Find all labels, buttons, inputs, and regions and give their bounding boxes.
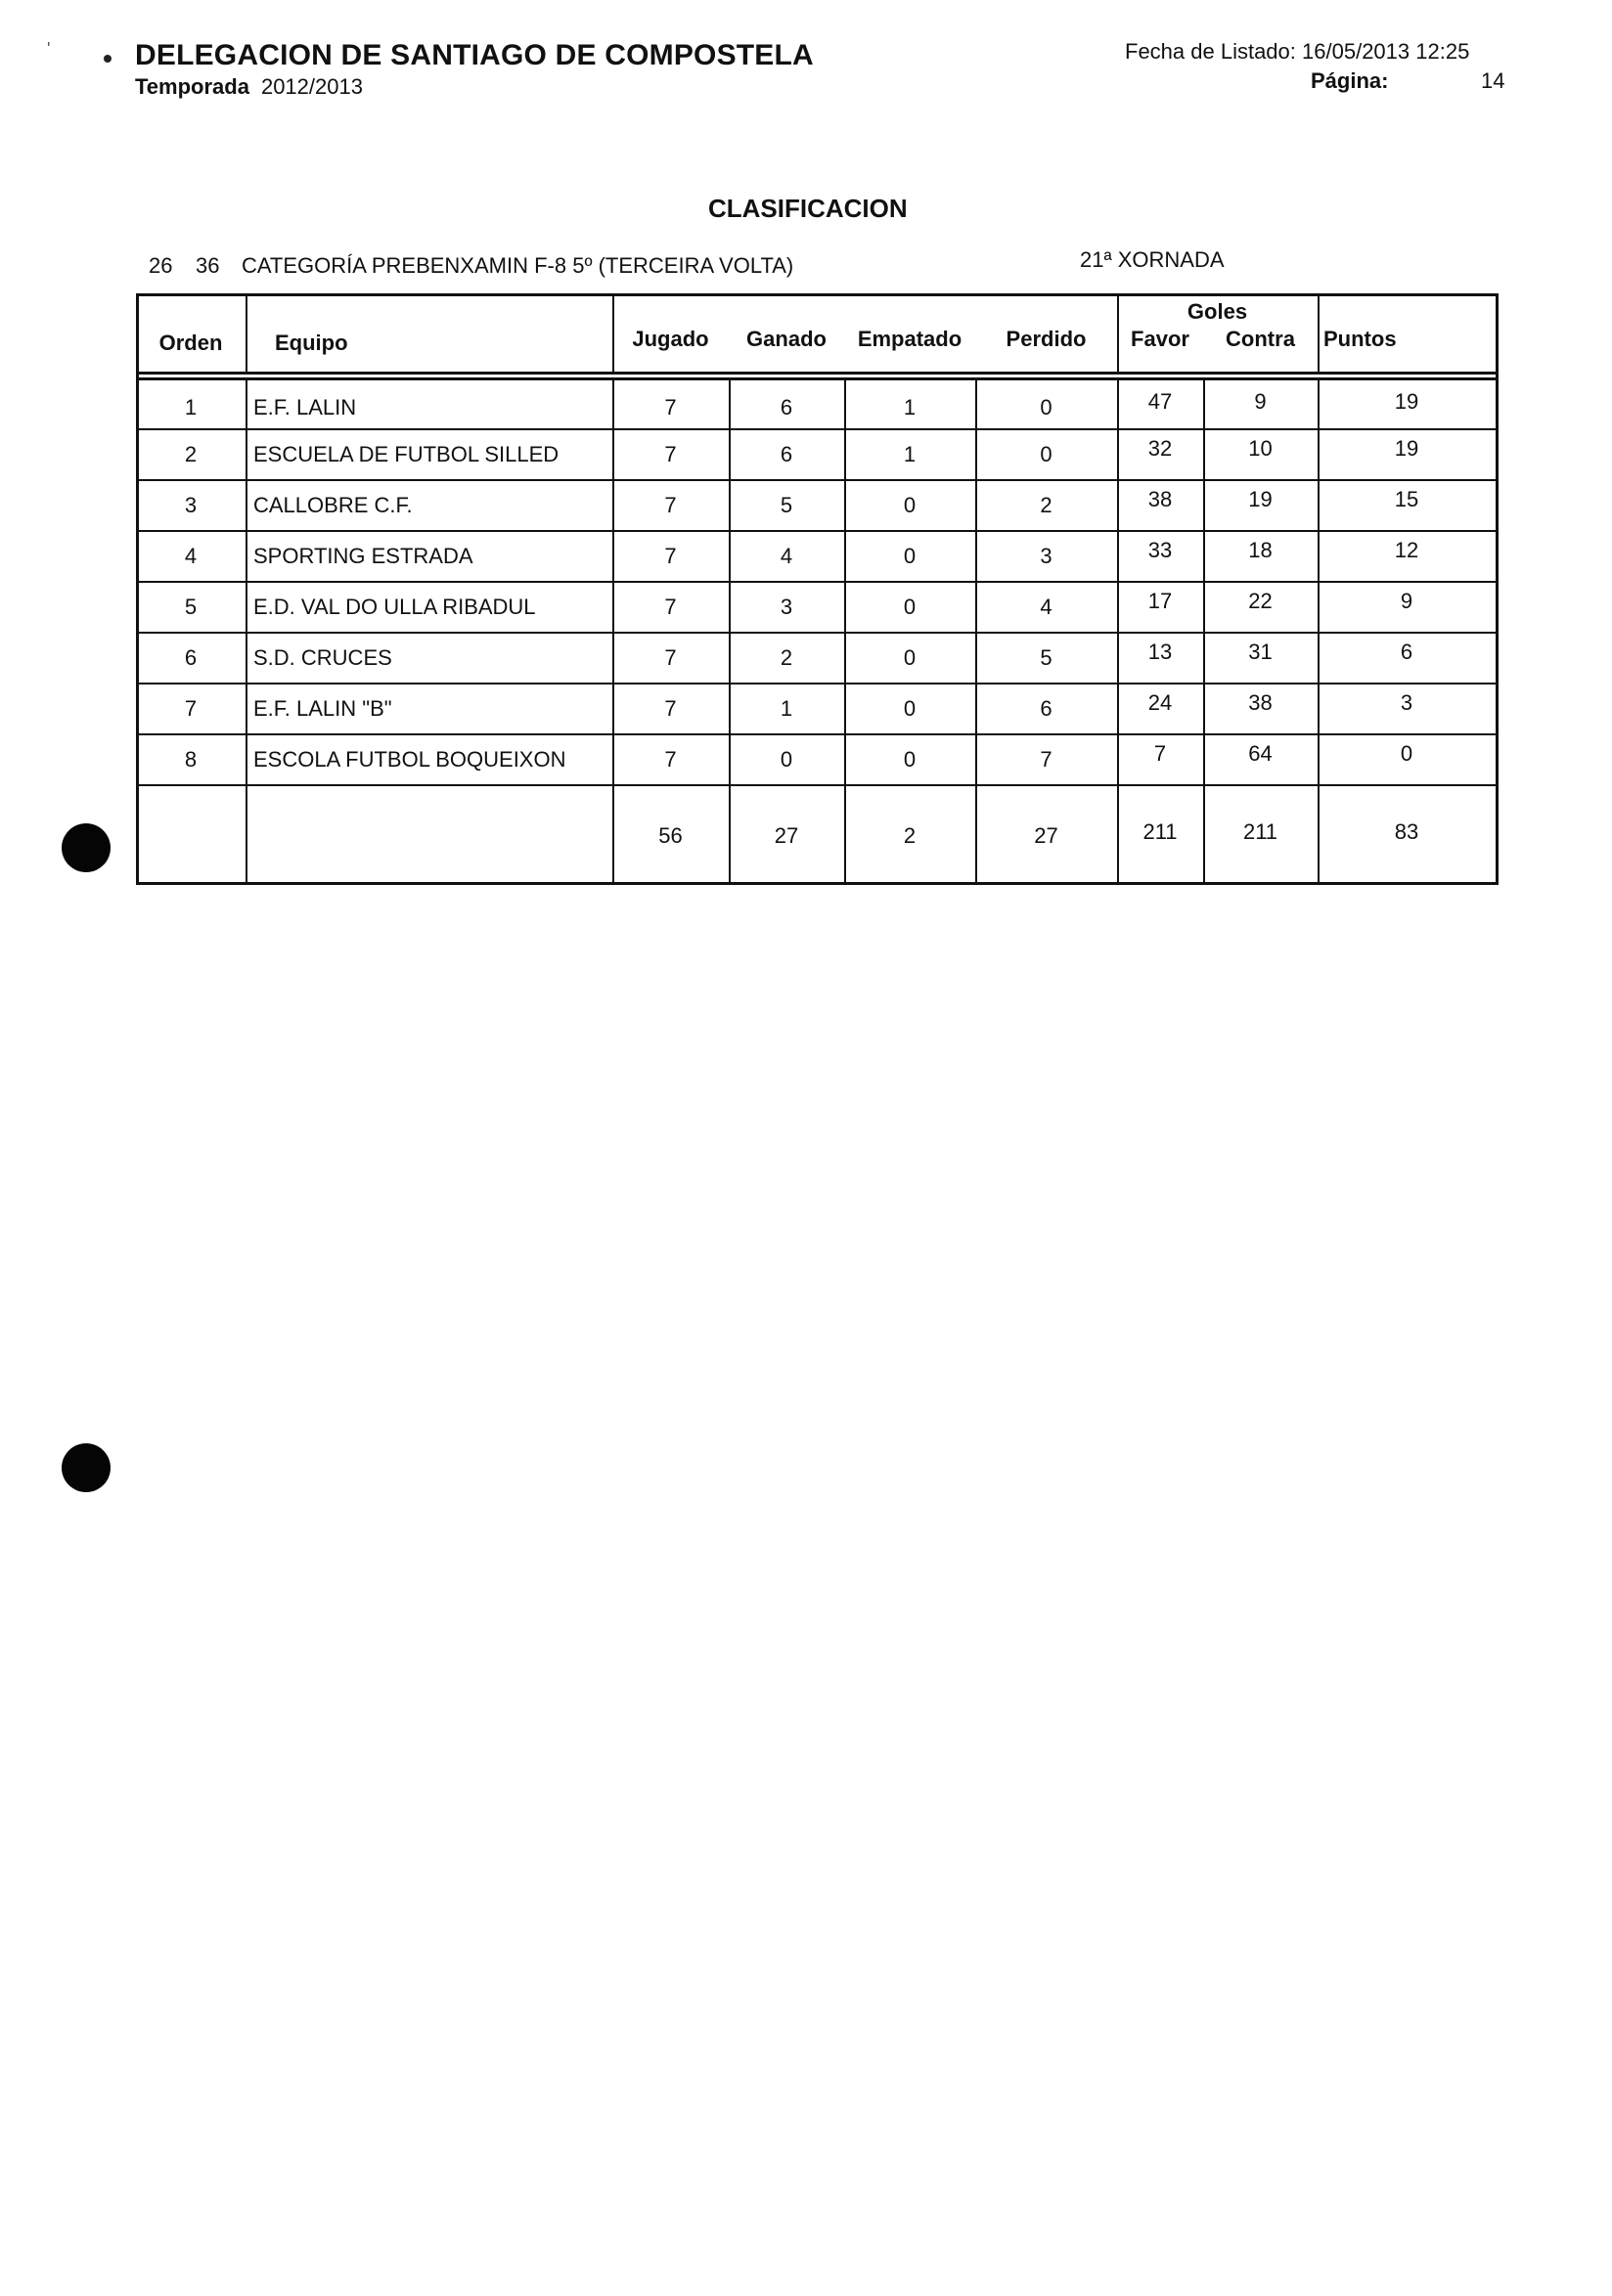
row-ga: 38 xyxy=(1248,690,1273,715)
row-lost: 4 xyxy=(1040,595,1052,619)
row-team: ESCUELA DE FUTBOL SILLED xyxy=(253,442,560,466)
total-drawn: 2 xyxy=(903,823,917,848)
report-title: CLASIFICACION xyxy=(708,194,908,223)
category-code-a: 26 xyxy=(149,253,173,278)
total-pts: 83 xyxy=(1394,819,1419,844)
row-gf: 32 xyxy=(1147,436,1173,461)
row-team: E.F. LALIN "B" xyxy=(253,696,392,721)
row-played: 7 xyxy=(664,395,677,419)
row-ga: 9 xyxy=(1254,389,1267,414)
row-won: 5 xyxy=(780,493,793,517)
listing-date-value: 16/05/2013 12:25 xyxy=(1302,39,1470,64)
header-goals-for: Favor xyxy=(1131,327,1189,351)
row-lost: 0 xyxy=(1040,395,1052,419)
row-separator xyxy=(136,581,1496,583)
row-played: 7 xyxy=(664,595,677,619)
row-drawn: 0 xyxy=(903,645,917,670)
season-value: 2012/2013 xyxy=(260,74,363,99)
page-label: Página: xyxy=(1311,68,1389,93)
row-order: 1 xyxy=(184,395,198,419)
row-pts: 3 xyxy=(1400,690,1413,715)
row-won: 1 xyxy=(780,696,793,721)
header-won: Ganado xyxy=(746,327,827,351)
row-drawn: 0 xyxy=(903,595,917,619)
row-won: 4 xyxy=(780,544,793,568)
row-order: 6 xyxy=(184,645,198,670)
row-played: 7 xyxy=(664,544,677,568)
row-pts: 12 xyxy=(1394,538,1419,562)
row-team: CALLOBRE C.F. xyxy=(253,493,413,517)
season-row xyxy=(135,74,363,100)
row-gf: 47 xyxy=(1147,389,1173,414)
total-lost: 27 xyxy=(1034,823,1058,848)
row-played: 7 xyxy=(664,696,677,721)
punch-hole-icon xyxy=(62,1443,111,1492)
row-team: SPORTING ESTRADA xyxy=(253,544,473,568)
total-gf: 211 xyxy=(1142,819,1178,844)
bullet-dot-icon xyxy=(104,55,112,63)
row-team: S.D. CRUCES xyxy=(253,645,392,670)
row-drawn: 1 xyxy=(903,395,917,419)
margin-mark: ' xyxy=(47,39,51,59)
row-played: 7 xyxy=(664,493,677,517)
row-pts: 15 xyxy=(1394,487,1419,511)
row-played: 7 xyxy=(664,645,677,670)
row-lost: 0 xyxy=(1040,442,1052,466)
header-played: Jugado xyxy=(632,327,709,351)
row-separator xyxy=(136,530,1496,532)
row-pts: 6 xyxy=(1400,640,1413,664)
row-pts: 0 xyxy=(1400,741,1413,766)
row-gf: 13 xyxy=(1147,640,1173,664)
column-divider xyxy=(246,293,247,372)
row-won: 2 xyxy=(780,645,793,670)
row-drawn: 0 xyxy=(903,696,917,721)
header-order: Orden xyxy=(158,331,223,355)
table-border xyxy=(136,293,1496,296)
row-order: 7 xyxy=(184,696,198,721)
row-separator xyxy=(136,784,1496,786)
table-border xyxy=(1496,293,1499,885)
page-number: 14 xyxy=(1481,68,1505,93)
column-divider xyxy=(1318,293,1320,372)
row-team: ESCOLA FUTBOL BOQUEIXON xyxy=(253,747,566,772)
row-pts: 9 xyxy=(1400,589,1413,613)
category-name: CATEGORÍA PREBENXAMIN F-8 5º (TERCEIRA VOLTA) xyxy=(242,253,794,278)
organization-title: DELEGACION DE SANTIAGO DE COMPOSTELA xyxy=(135,39,814,71)
total-ga: 211 xyxy=(1242,819,1278,844)
row-gf: 33 xyxy=(1147,538,1173,562)
row-team: E.D. VAL DO ULLA RIBADUL xyxy=(253,595,536,619)
punch-hole-icon xyxy=(62,823,111,872)
header-team: Equipo xyxy=(275,331,348,355)
header-points: Puntos xyxy=(1323,327,1397,351)
total-won: 27 xyxy=(774,823,799,848)
row-gf: 24 xyxy=(1147,690,1173,715)
total-played: 56 xyxy=(658,823,683,848)
row-separator xyxy=(136,428,1496,430)
row-drawn: 1 xyxy=(903,442,917,466)
row-won: 0 xyxy=(780,747,793,772)
row-gf: 38 xyxy=(1147,487,1173,511)
listing-date-label: Fecha de Listado: xyxy=(1125,39,1296,64)
column-divider xyxy=(246,377,247,882)
row-order: 3 xyxy=(184,493,198,517)
row-separator xyxy=(136,632,1496,634)
row-separator xyxy=(136,479,1496,481)
season-label: Temporada xyxy=(135,74,249,99)
row-gf: 7 xyxy=(1153,741,1167,766)
listing-date-row xyxy=(1125,39,1469,65)
row-order: 4 xyxy=(184,544,198,568)
row-ga: 64 xyxy=(1248,741,1273,766)
header-goals: Goles xyxy=(1187,299,1248,324)
row-drawn: 0 xyxy=(903,747,917,772)
row-lost: 6 xyxy=(1040,696,1052,721)
row-drawn: 0 xyxy=(903,493,917,517)
table-border xyxy=(136,882,1496,885)
row-gf: 17 xyxy=(1147,589,1173,613)
row-lost: 2 xyxy=(1040,493,1052,517)
header-drawn: Empatado xyxy=(857,327,963,351)
row-played: 7 xyxy=(664,442,677,466)
row-pts: 19 xyxy=(1394,389,1419,414)
header-lost: Perdido xyxy=(1006,327,1087,351)
row-separator xyxy=(136,683,1496,684)
row-ga: 31 xyxy=(1248,640,1273,664)
row-drawn: 0 xyxy=(903,544,917,568)
table-border xyxy=(136,377,1496,380)
row-played: 7 xyxy=(664,747,677,772)
table-border xyxy=(136,372,1496,375)
row-ga: 22 xyxy=(1248,589,1273,613)
row-lost: 5 xyxy=(1040,645,1052,670)
row-won: 3 xyxy=(780,595,793,619)
row-team: E.F. LALIN xyxy=(253,395,357,419)
header-goals-against: Contra xyxy=(1226,327,1295,351)
row-order: 8 xyxy=(184,747,198,772)
row-pts: 19 xyxy=(1394,436,1419,461)
row-ga: 18 xyxy=(1248,538,1273,562)
row-won: 6 xyxy=(780,442,793,466)
row-ga: 19 xyxy=(1248,487,1273,511)
row-won: 6 xyxy=(780,395,793,419)
row-lost: 3 xyxy=(1040,544,1052,568)
category-code-b: 36 xyxy=(196,253,220,278)
row-order: 2 xyxy=(184,442,198,466)
row-ga: 10 xyxy=(1248,436,1273,461)
row-order: 5 xyxy=(184,595,198,619)
table-border xyxy=(136,293,139,885)
row-lost: 7 xyxy=(1040,747,1052,772)
round-label: 21ª XORNADA xyxy=(1080,247,1225,272)
row-separator xyxy=(136,733,1496,735)
